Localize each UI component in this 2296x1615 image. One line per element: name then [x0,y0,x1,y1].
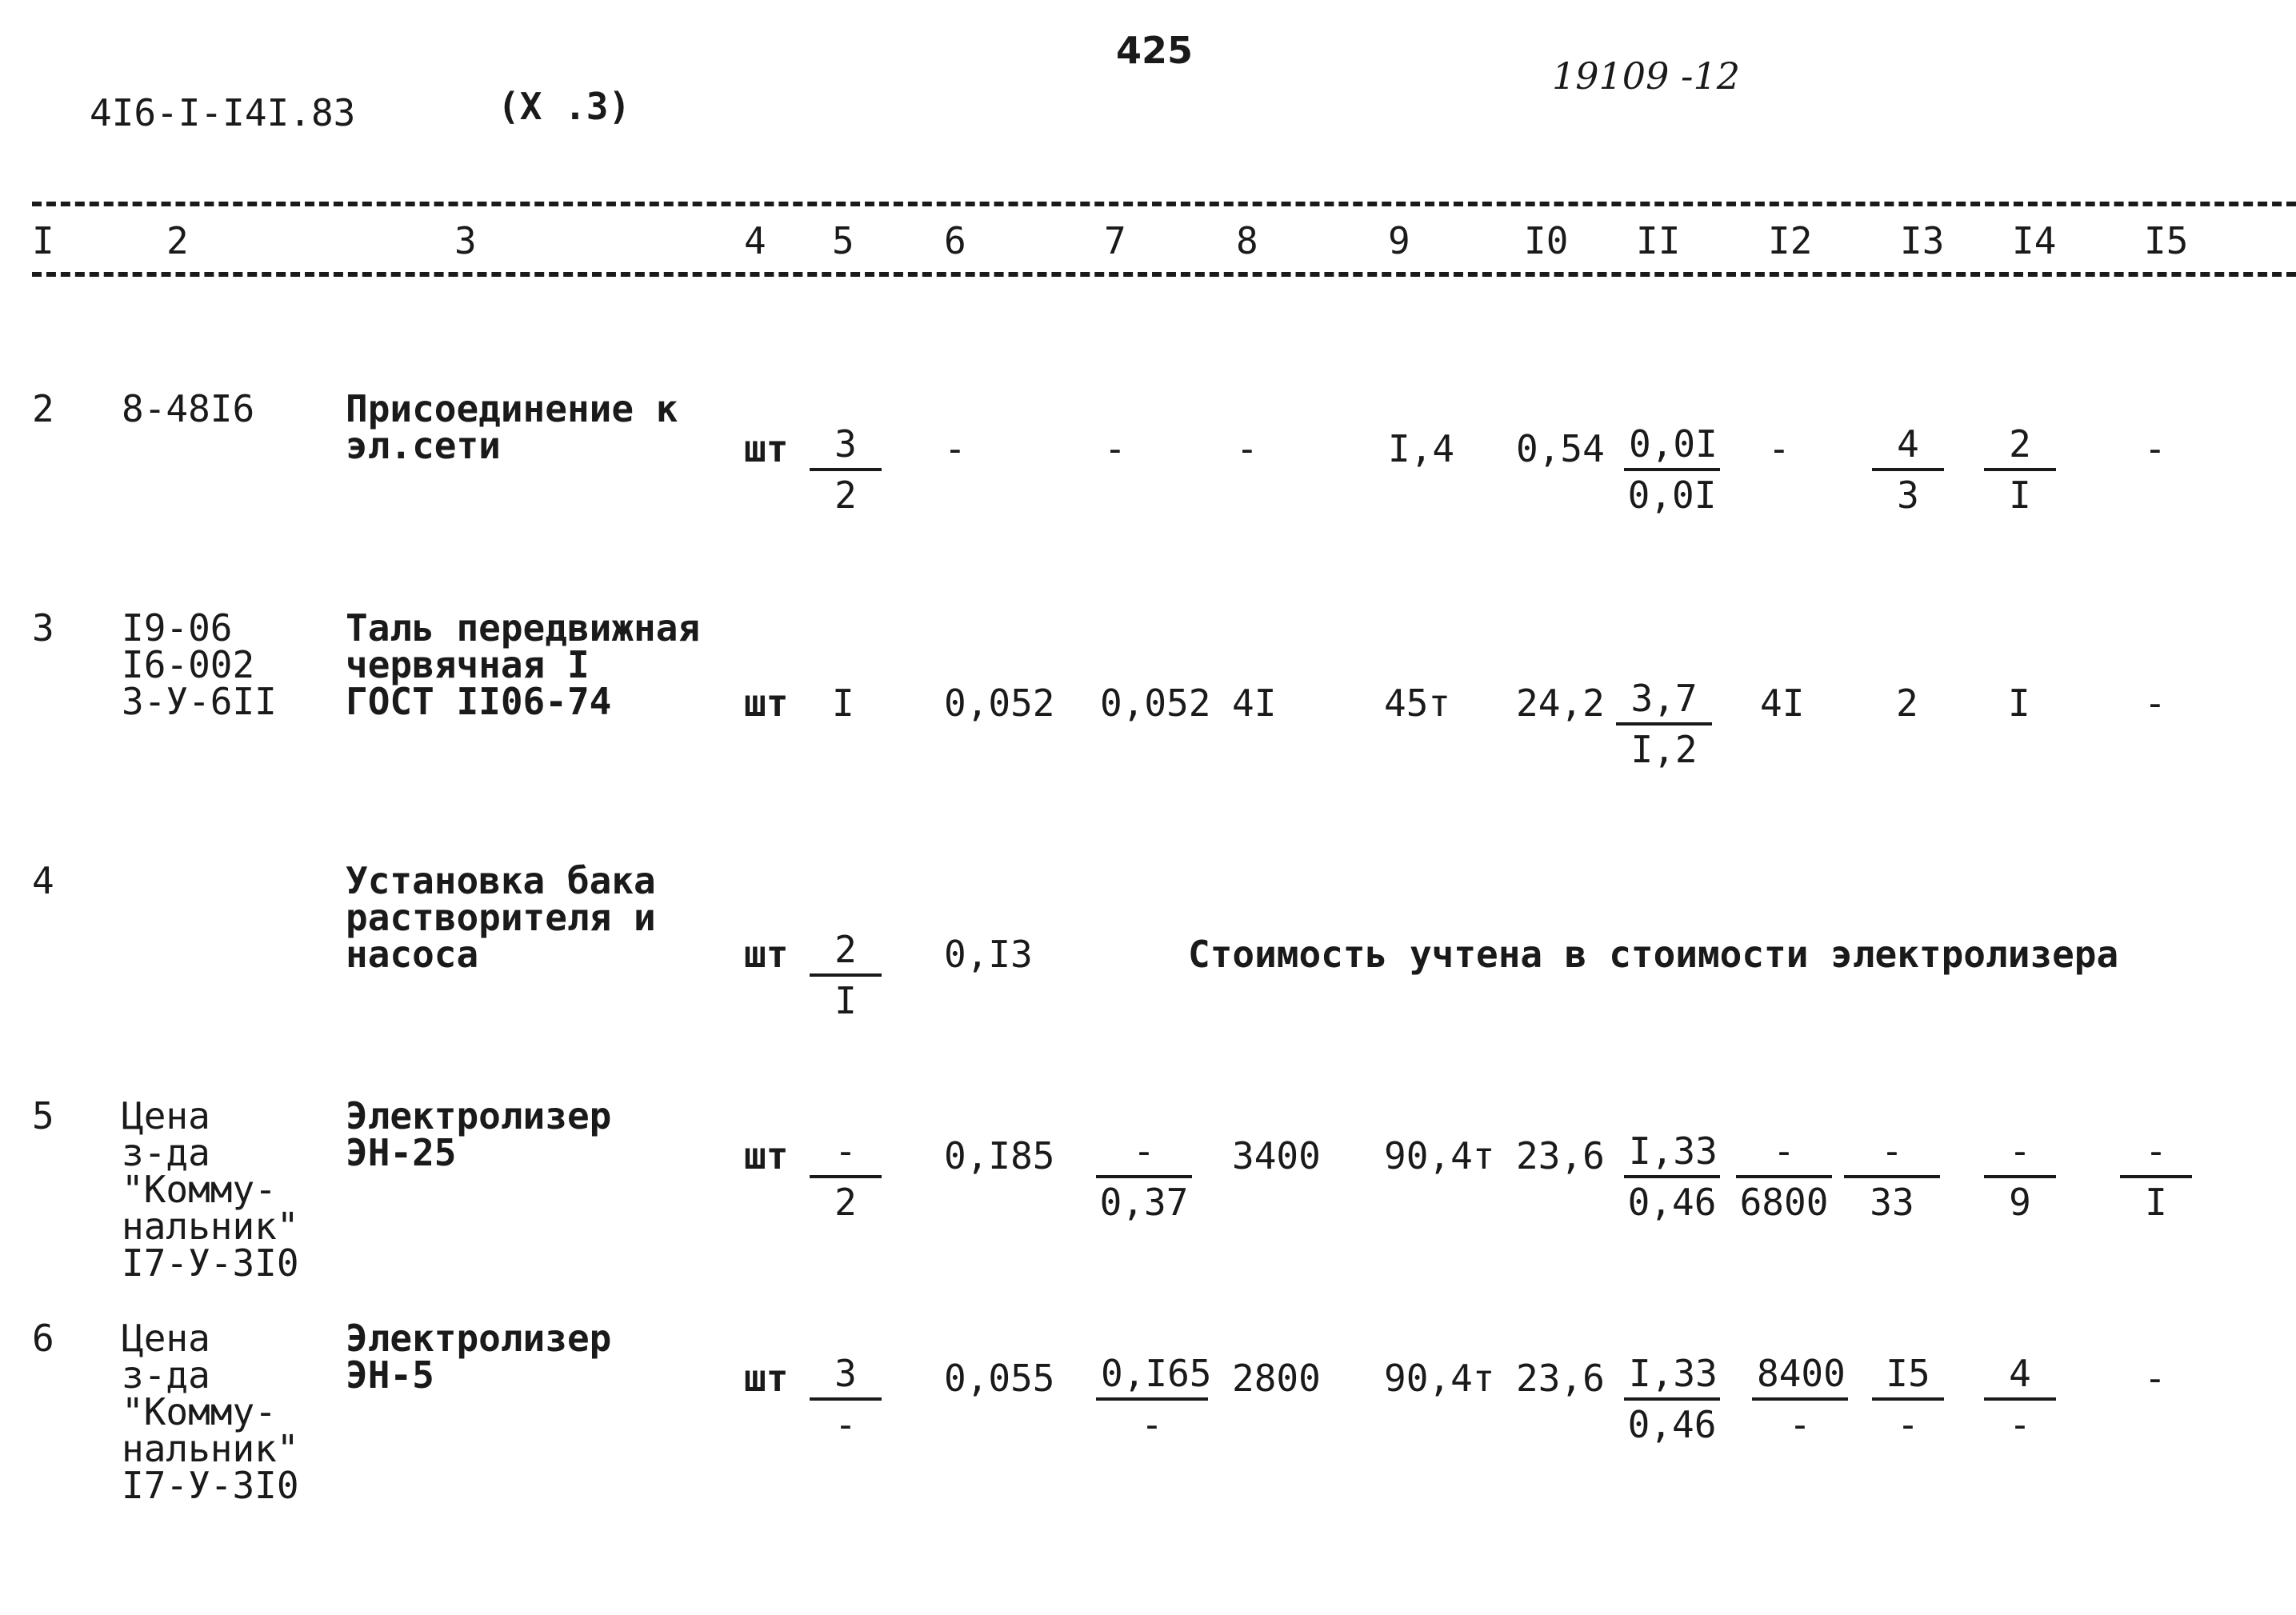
column-header-3: 3 [454,219,477,262]
row-col5-fraction: $\frac{3}{2}$ [810,420,882,519]
row-col10: 23,6 [1516,1134,1605,1177]
row-col8: 3400 [1232,1134,1321,1177]
row-col9: 45т [1384,682,1451,725]
row-number: 3 [32,606,54,650]
document-code: 4I6-I-I4I.83 [90,91,356,134]
row-number: 4 [32,859,54,902]
row-col10: 24,2 [1516,682,1605,725]
column-header-2: 2 [166,219,189,262]
row-col9: 90,4т [1384,1357,1495,1400]
row-col13-fraction: $\frac{4}{3}$ [1872,420,1944,519]
section-label: (X .3) [498,85,631,128]
row-col13: 2 [1896,682,1918,725]
row-col11-fraction: $\frac{I,33}{0,46}$ [1624,1349,1720,1449]
column-header-14: I4 [2012,219,2057,262]
row-number: 5 [32,1094,54,1137]
row-unit: шт [744,933,789,976]
row-col6: 0,052 [944,682,1055,725]
header-top-rule [32,202,2296,206]
row-col15: - [2144,682,2166,725]
row-col14-fraction: $\frac{2}{I}$ [1984,420,2056,519]
row-col13-fraction: - 33 [1844,1127,1940,1226]
row-col8: 4I [1232,682,1277,725]
row-col12-fraction: 8400 - [1752,1349,1848,1449]
row-col10: 23,6 [1516,1357,1605,1400]
column-header-11: II [1636,219,1681,262]
row-unit: шт [744,427,789,470]
column-header-1: I [32,219,54,262]
row-col15: - [2144,1357,2166,1400]
row-col5: I [832,682,854,725]
row-unit: шт [744,682,789,725]
row-name: Электролизер ЭН-5 [346,1317,612,1397]
row-col13-fraction: I5 - [1872,1349,1944,1449]
row-col12: - [1768,427,1790,470]
header-bottom-rule [32,272,2296,277]
column-header-10: I0 [1524,219,1569,262]
row-col7-fraction: 0,I65 - [1096,1349,1208,1449]
row-col8: - [1236,427,1258,470]
row-col6: - [944,427,966,470]
row-col11-fraction: $\frac{3,7}{I,2}$ [1616,674,1712,774]
row-col6: 0,055 [944,1357,1055,1400]
column-header-5: 5 [832,219,854,262]
row-code: 8-48I6 [122,387,255,430]
column-header-13: I3 [1900,219,1945,262]
row-col12-fraction: - 6800 [1736,1127,1832,1226]
row-col9: I,4 [1388,427,1455,470]
column-header-12: I2 [1768,219,1813,262]
column-header-15: I5 [2144,219,2189,262]
row-name: Установка бака растворителя и насоса [346,859,656,976]
row-col15-fraction: - I [2120,1127,2192,1226]
row-col15: - [2144,427,2166,470]
row-name: Присоединение к эл.сети [346,387,678,467]
row-col14-fraction: - 9 [1984,1127,2056,1226]
row-note: Стоимость учтена в стоимости электролизера [1188,933,2119,976]
row-col5-fraction: $\frac{2}{I}$ [810,925,882,1025]
row-col14: I [2008,682,2030,725]
handwritten-reference: 19109 -12 [1552,54,1741,98]
row-col5-fraction: - 2 [810,1127,882,1226]
column-header-6: 6 [944,219,966,262]
row-name: Таль передвижная червячная I ГОСТ II06-74 [346,606,701,723]
column-header-9: 9 [1388,219,1410,262]
row-col7-fraction: - 0,37 [1096,1127,1192,1226]
row-name: Электролизер ЭН-25 [346,1094,612,1174]
row-col14-fraction: 4 - [1984,1349,2056,1449]
row-col8: 2800 [1232,1357,1321,1400]
row-col12: 4I [1760,682,1805,725]
row-col5-fraction: 3 - [810,1349,882,1449]
row-number: 2 [32,387,54,430]
row-code: Цена з-да "Комму- нальник" I7-У-3I0 [122,1094,299,1285]
row-unit: шт [744,1134,789,1177]
column-header-7: 7 [1104,219,1126,262]
row-col9: 90,4т [1384,1134,1495,1177]
row-number: 6 [32,1317,54,1360]
row-unit: шт [744,1357,789,1400]
row-col7: - [1104,427,1126,470]
row-col6: 0,I85 [944,1134,1055,1177]
row-code: I9-06 I6-002 3-У-6II [122,606,277,723]
column-header-4: 4 [744,219,766,262]
column-header-8: 8 [1236,219,1258,262]
page-number: 425 [1116,29,1194,72]
row-code: Цена з-да "Комму- нальник" I7-У-3I0 [122,1317,299,1507]
row-col7: 0,052 [1100,682,1211,725]
row-col11-fraction: $\frac{I,33}{0,46}$ [1624,1127,1720,1226]
row-col10: 0,54 [1516,427,1605,470]
row-col6: 0,I3 [944,933,1033,976]
row-col11-fraction: $\frac{0,0I}{0,0I}$ [1624,420,1720,519]
